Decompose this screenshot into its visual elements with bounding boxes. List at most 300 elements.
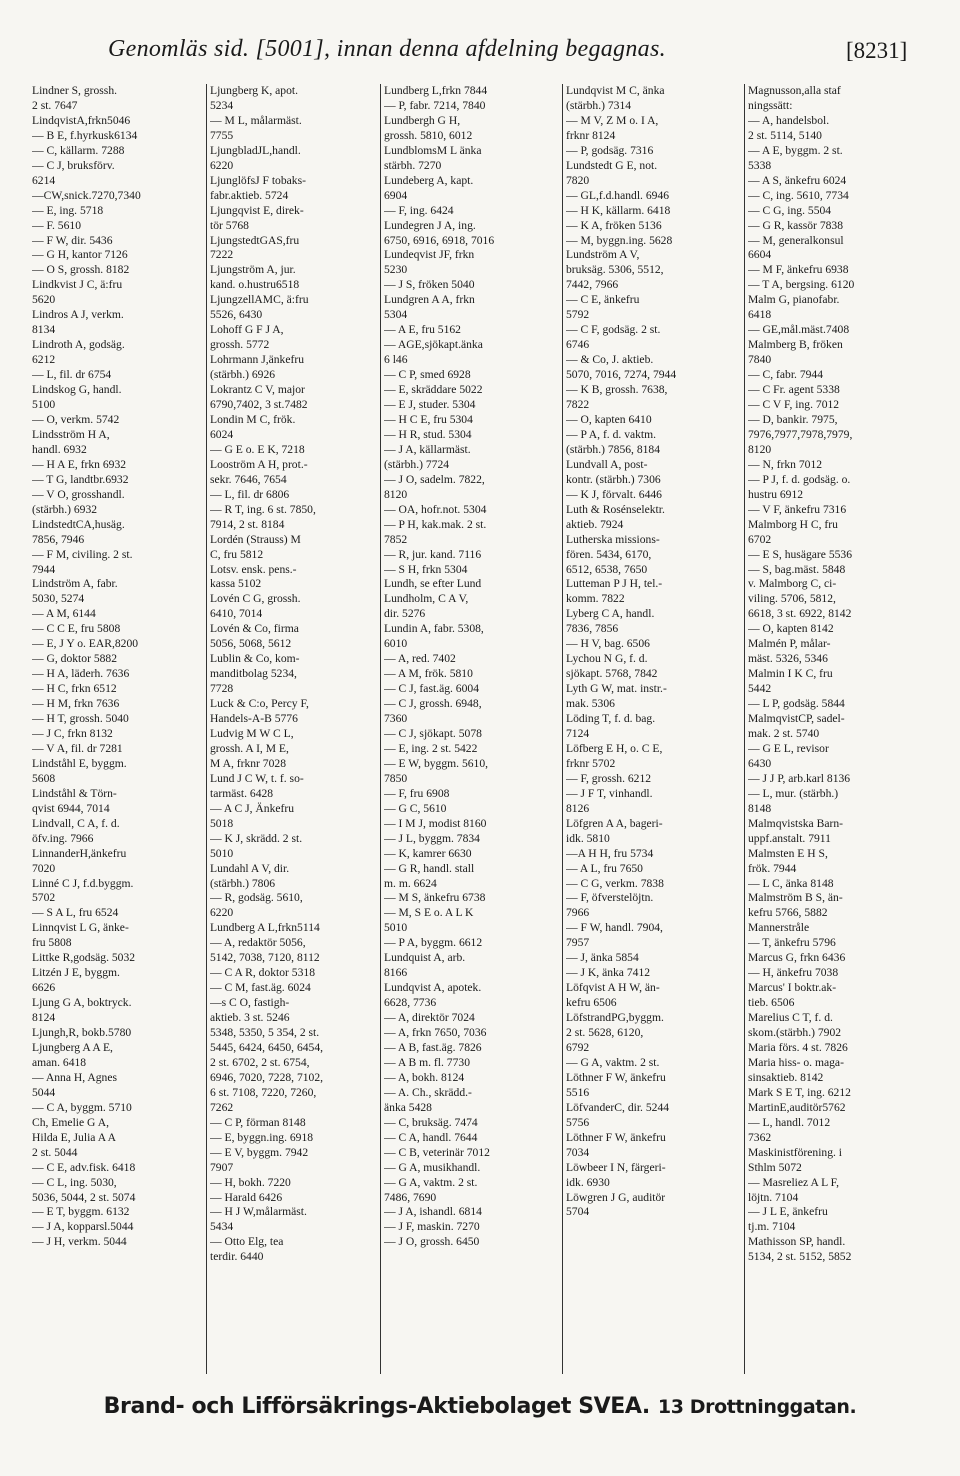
directory-entry: — E W, byggm. 5610, xyxy=(384,756,489,770)
directory-entry: — G E o. E K, 7218 xyxy=(210,442,305,456)
directory-entry: Hilda E, Julia A A xyxy=(32,1130,117,1144)
directory-entry: — G, doktor 5882 xyxy=(32,652,118,666)
directory-entry: Lyth G W, mat. instr.- xyxy=(566,682,667,696)
directory-entry: bruksäg. 5306, 5512, xyxy=(566,263,664,277)
directory-entry: 6904 xyxy=(384,188,408,202)
directory-entry: mak. 2 st. 5740 xyxy=(748,726,820,740)
directory-entry: Lindskog G, handl. xyxy=(32,383,122,397)
directory-entry: 6010 xyxy=(384,637,408,651)
directory-entry: — F, fru 6908 xyxy=(384,786,450,800)
directory-entry: — J F T, vinhandl. xyxy=(566,786,653,800)
directory-entry: 5702 xyxy=(32,891,56,905)
directory-entry: 7486, 7690 xyxy=(384,1190,437,1204)
directory-entry: Lovén C G, grossh. xyxy=(210,592,301,606)
directory-entry: — C J, grossh. 6948, xyxy=(384,697,482,711)
directory-entry: 5134, 2 st. 5152, 5852 xyxy=(748,1250,852,1264)
directory-entry: — J L E, änkefru xyxy=(748,1205,828,1219)
directory-entry: MartinE,auditör5762 xyxy=(748,1100,846,1114)
directory-entry: Linnqvist L G, änke- xyxy=(32,921,129,935)
directory-entry: Lundegren J A, ing. xyxy=(384,218,476,232)
directory-entry: fru 5808 xyxy=(32,936,72,950)
directory-entry: Lundqvist A, apotek. xyxy=(384,981,482,995)
directory-entry: — H J W,målarmäst. xyxy=(210,1205,307,1219)
directory-entry: — J H, verkm. 5044 xyxy=(32,1235,127,1249)
directory-entry: — A S, änkefru 6024 xyxy=(748,173,847,187)
directory-entry: — E, byggn.ing. 6918 xyxy=(210,1130,314,1144)
directory-entry: Magnusson,alla staf xyxy=(748,84,841,97)
directory-entry: 2 st. 5044 xyxy=(32,1145,78,1159)
page-number: [8231] xyxy=(846,38,908,63)
directory-entry: 6618, 3 st. 6922, 8142 xyxy=(748,607,852,621)
directory-entry: — P A, byggm. 6612 xyxy=(384,936,483,950)
directory-column-2 xyxy=(210,84,378,1374)
directory-entry: — H V, bag. 6506 xyxy=(566,637,650,651)
directory-entry: — H K, källarm. 6418 xyxy=(566,203,671,217)
directory-entry: 6604 xyxy=(748,248,772,262)
directory-entry: — C, ing. 5610, 7734 xyxy=(748,188,849,202)
directory-entry: — K B, grossh. 7638, xyxy=(566,383,668,397)
directory-entry: — C B, veterinär 7012 xyxy=(384,1145,490,1159)
directory-entry: — GE,mål.mäst.7408 xyxy=(748,323,850,337)
footer-advertisement xyxy=(0,1384,960,1444)
directory-entry: Marcus G, frkn 6436 xyxy=(748,951,846,965)
directory-entry: — C A R, doktor 5318 xyxy=(210,966,315,980)
directory-entry: Löfqvist A H W, än- xyxy=(566,981,660,995)
directory-entry: 6410, 7014 xyxy=(210,607,263,621)
directory-entry: kand. o.hustru6518 xyxy=(210,278,300,292)
directory-entry: — C P, förman 8148 xyxy=(210,1115,306,1129)
directory-entry: — E J, studer. 5304 xyxy=(384,398,476,412)
directory-entry: — V A, fil. dr 7281 xyxy=(32,741,123,755)
directory-entry: — Anna H, Agnes xyxy=(32,1070,118,1084)
directory-entry: 6212 xyxy=(32,353,56,367)
directory-entry: LundblomsM L änka xyxy=(384,143,482,157)
footer-company: Brand- och Lifförsäkrings-Aktiebolaget SVEA. xyxy=(103,1394,650,1419)
directory-entry: — H, änkefru 7038 xyxy=(748,966,839,980)
directory-entry: — C E, adv.fisk. 6418 xyxy=(32,1160,136,1174)
directory-entry: 2 st. 5628, 6120, xyxy=(566,1026,644,1040)
directory-entry: Malmin I K C, fru xyxy=(748,667,833,681)
directory-entry: — L P, godsäg. 5844 xyxy=(748,697,845,711)
directory-entry: viling. 5706, 5812, xyxy=(748,592,836,606)
directory-entry: — F W, dir. 5436 xyxy=(32,233,113,247)
directory-entry: — C F, godsäg. 2 st. xyxy=(566,323,661,337)
directory-entry: mak. 5306 xyxy=(566,697,615,711)
directory-entry: manditbolag 5234, xyxy=(210,667,297,681)
directory-entry: — P J, f. d. godsäg. o. xyxy=(748,472,851,486)
directory-column-3 xyxy=(384,84,560,1374)
directory-entry: — C A, byggm. 5710 xyxy=(32,1100,132,1114)
header-instruction: Genomläs sid. [5001], innan denna afdelning begagnas. xyxy=(108,36,666,62)
directory-entry: — A, red. 7402 xyxy=(384,652,456,666)
directory-entry: — V F, änkefru 7316 xyxy=(748,502,847,516)
directory-entry: terdir. 6440 xyxy=(210,1250,264,1264)
directory-entry: 5036, 5044, 2 st. 5074 xyxy=(32,1190,136,1204)
directory-entry: — G A, vaktm. 2 st. xyxy=(566,1055,660,1069)
directory-entry: — O S, grossh. 8182 xyxy=(32,263,130,277)
directory-columns xyxy=(32,84,948,1374)
directory-entry: kontr. (stärbh.) 7306 xyxy=(566,472,661,486)
directory-entry: Ljung G A, boktryck. xyxy=(32,996,132,1010)
directory-entry: — Otto Elg, tea xyxy=(210,1235,284,1249)
directory-entry: — C P, smed 6928 xyxy=(384,368,471,382)
directory-entry: — C E, änkefru xyxy=(566,293,640,307)
directory-entry: — C G, verkm. 7838 xyxy=(566,876,664,890)
directory-entry: — L, fil. dr 6806 xyxy=(210,487,290,501)
directory-entry: tieb. 6506 xyxy=(748,996,795,1010)
directory-entry: sekr. 7646, 7654 xyxy=(210,472,287,486)
directory-entry: 7907 xyxy=(210,1160,234,1174)
directory-entry: qvist 6944, 7014 xyxy=(32,801,110,815)
directory-entry: — R T, ing. 6 st. 7850, xyxy=(210,502,316,516)
directory-entry: 5434 xyxy=(210,1220,234,1234)
directory-entry: fören. 5434, 6170, xyxy=(566,547,652,561)
directory-entry: Lundvall A, post- xyxy=(566,457,648,471)
directory-entry: Mark S E T, ing. 6212 xyxy=(748,1085,851,1099)
directory-entry: Löfgren A A, bageri- xyxy=(566,816,663,830)
directory-entry: — A L, fru 7650 xyxy=(566,861,643,875)
directory-entry: — J A, källarmäst. xyxy=(384,442,471,456)
directory-entry: — K A, fröken 5136 xyxy=(566,218,662,232)
directory-entry: grossh. 5810, 6012 xyxy=(384,128,473,142)
directory-entry: LindstedtCA,husäg. xyxy=(32,517,125,531)
directory-entry: — C, källarm. 7288 xyxy=(32,143,125,157)
directory-entry: tör 5768 xyxy=(210,218,249,232)
directory-entry: — H C, frkn 6512 xyxy=(32,682,117,696)
directory-entry: 7755 xyxy=(210,128,234,142)
directory-entry: 6790,7402, 3 st.7482 xyxy=(210,398,308,412)
directory-entry: LjungstedtGAS,fru xyxy=(210,233,300,247)
directory-entry: löjtn. 7104 xyxy=(748,1190,799,1204)
directory-entry: — A M, 6144 xyxy=(32,607,96,621)
directory-column-4 xyxy=(566,84,742,1374)
directory-entry: — M, byggn.ing. 5628 xyxy=(566,233,673,247)
directory-entry: Löwgren J G, auditör xyxy=(566,1190,666,1204)
directory-entry: Ljungh,R, bokb.5780 xyxy=(32,1026,132,1040)
directory-entry: Lutteman P J H, tel.- xyxy=(566,577,663,591)
directory-entry: 6024 xyxy=(210,427,234,441)
directory-entry: Löthner F W, änkefru xyxy=(566,1130,666,1144)
directory-entry: Malm G, pianofabr. xyxy=(748,293,840,307)
directory-entry: 7124 xyxy=(566,726,590,740)
directory-entry: m. m. 6624 xyxy=(384,876,437,890)
directory-entry: — P, godsäg. 7316 xyxy=(566,143,654,157)
directory-entry: 5516 xyxy=(566,1085,590,1099)
directory-entry: — P A, f. d. vaktm. xyxy=(566,427,657,441)
directory-entry: idk. 6930 xyxy=(566,1175,610,1189)
page-header xyxy=(0,0,960,64)
directory-entry: 5608 xyxy=(32,771,56,785)
directory-entry: — A. Ch., skrädd.- xyxy=(384,1085,472,1099)
directory-entry: kefru 6506 xyxy=(566,996,617,1010)
directory-entry: 8148 xyxy=(748,801,772,815)
directory-entry: fabr.aktieb. 5724 xyxy=(210,188,289,202)
directory-entry: 8120 xyxy=(748,442,772,456)
directory-entry: — O, kapten 6410 xyxy=(566,412,652,426)
directory-entry: Lundström A V, xyxy=(566,248,640,262)
directory-entry: Ch, Emelie G A, xyxy=(32,1115,109,1129)
directory-entry: — P H, kak.mak. 2 st. xyxy=(384,517,487,531)
directory-entry: Lovén & Co, firma xyxy=(210,622,299,636)
directory-entry: — C G, ing. 5504 xyxy=(748,203,832,217)
directory-entry: stärbh. 7270 xyxy=(384,158,442,172)
directory-column-5 xyxy=(748,84,948,1374)
directory-entry: Malmén P, målar- xyxy=(748,637,831,651)
directory-entry: LinnanderH,änkefru xyxy=(32,846,127,860)
directory-entry: — AGE,sjökapt.änka xyxy=(384,338,483,352)
directory-entry: — M, S E o. A L K xyxy=(384,906,474,920)
directory-entry: Malmborg H C, fru xyxy=(748,517,838,531)
directory-entry: — O, verkm. 5742 xyxy=(32,412,120,426)
directory-entry: Lotsv. ensk. pens.- xyxy=(210,562,297,576)
column-divider xyxy=(562,84,563,1374)
directory-entry: frknr 5702 xyxy=(566,756,616,770)
directory-entry: 7262 xyxy=(210,1100,234,1114)
directory-entry: 5230 xyxy=(384,263,408,277)
directory-entry: aman. 6418 xyxy=(32,1055,87,1069)
directory-entry: Löthner F W, änkefru xyxy=(566,1070,666,1084)
directory-entry: 7856, 7946 xyxy=(32,532,85,546)
directory-entry: (stärbh.) 6932 xyxy=(32,502,98,516)
directory-entry: 5445, 6424, 6450, 6454, xyxy=(210,1041,324,1054)
directory-entry: Lohoff G F J A, xyxy=(210,323,284,337)
directory-entry: (stärbh.) 7314 xyxy=(566,98,632,112)
directory-entry: — E, skräddare 5022 xyxy=(384,383,483,397)
directory-entry: 6746 xyxy=(566,338,590,352)
directory-entry: — J A, kopparsl.5044 xyxy=(32,1220,134,1234)
directory-entry: Lundberg A L,frkn5114 xyxy=(210,921,320,935)
directory-entry: Litzén J E, byggm. xyxy=(32,966,120,980)
directory-entry: 5070, 7016, 7274, 7944 xyxy=(566,368,677,382)
directory-entry: — R, godsäg. 5610, xyxy=(210,891,303,905)
directory-entry: 5338 xyxy=(748,158,772,172)
directory-entry: — O, kapten 8142 xyxy=(748,622,834,636)
directory-entry: 2 st. 5114, 5140 xyxy=(748,128,822,142)
directory-entry: öfv.ing. 7966 xyxy=(32,831,94,845)
directory-entry: Ljungqvist E, direk- xyxy=(210,203,304,217)
directory-entry: — C, bruksäg. 7474 xyxy=(384,1115,478,1129)
directory-entry: — A E, fru 5162 xyxy=(384,323,461,337)
directory-entry: 6 st. 7108, 7220, 7260, xyxy=(210,1085,317,1099)
directory-entry: — K J, skrädd. 2 st. xyxy=(210,831,303,845)
directory-entry: — L, mur. (stärbh.) xyxy=(748,786,839,800)
directory-entry: sinsaktieb. 8142 xyxy=(748,1070,824,1084)
directory-entry: Malmström B S, än- xyxy=(748,891,843,905)
directory-entry: — G E L, revisor xyxy=(748,741,829,755)
directory-entry: skom.(stärbh.) 7902 xyxy=(748,1026,842,1040)
directory-entry: 6702 xyxy=(748,532,772,546)
column-divider xyxy=(380,84,381,1374)
directory-entry: (stärbh.) 7724 xyxy=(384,457,450,471)
directory-entry: — C L, ing. 5030, xyxy=(32,1175,117,1189)
directory-entry: 6 l46 xyxy=(384,353,408,367)
directory-entry: — J L, byggm. 7834 xyxy=(384,831,480,845)
directory-entry: — D, bankir. 7975, xyxy=(748,412,838,426)
directory-entry: — C V F, ing. 7012 xyxy=(748,398,840,412)
directory-entry: — A B m. fl. 7730 xyxy=(384,1055,470,1069)
directory-entry: 6214 xyxy=(32,173,56,187)
directory-entry: — G C, 5610 xyxy=(384,801,447,815)
directory-entry: LindqvistA,frkn5046 xyxy=(32,113,131,127)
directory-entry: Maria hiss- o. maga- xyxy=(748,1055,844,1069)
directory-entry: v. Malmborg C, ci- xyxy=(748,577,837,591)
directory-entry: Lindståhl E, byggm. xyxy=(32,756,127,770)
directory-entry: Lundqvist M C, änka xyxy=(566,84,665,97)
directory-entry: Malmberg B, fröken xyxy=(748,338,843,352)
directory-entry: Luck & C:o, Percy F, xyxy=(210,697,309,711)
directory-entry: 8124 xyxy=(32,1011,56,1025)
directory-entry: 7966 xyxy=(566,906,590,920)
directory-entry: — J C, frkn 8132 xyxy=(32,726,113,740)
directory-entry: 7822 xyxy=(566,398,590,412)
directory-entry: Mathisson SP, handl. xyxy=(748,1235,846,1249)
directory-entry: 2 st. 7647 xyxy=(32,98,78,112)
directory-entry: 5756 xyxy=(566,1115,590,1129)
directory-entry: Lundh, se efter Lund xyxy=(384,577,482,591)
directory-entry: änka 5428 xyxy=(384,1100,432,1114)
directory-entry: — R, jur. kand. 7116 xyxy=(384,547,482,561)
directory-entry: — J O, grossh. 6450 xyxy=(384,1235,480,1249)
directory-entry: 5010 xyxy=(210,846,234,860)
directory-entry: (stärbh.) 7856, 8184 xyxy=(566,442,661,456)
directory-entry: — J J P, arb.karl 8136 xyxy=(748,771,851,785)
directory-entry: 7852 xyxy=(384,532,408,546)
directory-entry: C, fru 5812 xyxy=(210,547,264,561)
directory-entry: (stärbh.) 6926 xyxy=(210,368,276,382)
directory-entry: 5030, 5274 xyxy=(32,592,85,606)
directory-entry: — F, ing. 6424 xyxy=(384,203,454,217)
directory-entry: — F, grossh. 6212 xyxy=(566,771,652,785)
directory-entry: — J K, änka 7412 xyxy=(566,966,651,980)
directory-entry: Lundbergh G H, xyxy=(384,113,461,127)
directory-entry: 7840 xyxy=(748,353,772,367)
directory-entry: — T A, bergsing. 6120 xyxy=(748,278,855,292)
directory-entry: aktieb. 3 st. 5246 xyxy=(210,1011,290,1025)
directory-entry: Lundberg L,frkn 7844 xyxy=(384,84,488,97)
directory-entry: — H A E, frkn 6932 xyxy=(32,457,127,471)
column-divider xyxy=(744,84,745,1374)
directory-entry: Marcus' I boktr.ak- xyxy=(748,981,837,995)
directory-entry: 7976,7977,7978,7979, xyxy=(748,427,853,441)
directory-entry: — C J, sjökapt. 5078 xyxy=(384,726,482,740)
directory-entry: Linné C J, f.d.byggm. xyxy=(32,876,134,890)
directory-entry: 7360 xyxy=(384,712,408,726)
directory-entry: Londin M C, frök. xyxy=(210,412,296,426)
directory-entry: grossh. 5772 xyxy=(210,338,270,352)
directory-entry: — P, fabr. 7214, 7840 xyxy=(384,98,486,112)
directory-entry: — GL,f.d.handl. 6946 xyxy=(566,188,670,202)
directory-entry: — H A, läderh. 7636 xyxy=(32,667,130,681)
directory-entry: — A M, frök. 5810 xyxy=(384,667,473,681)
footer-address: 13 Drottninggatan. xyxy=(657,1396,857,1418)
directory-entry: — N, frkn 7012 xyxy=(748,457,823,471)
directory-entry: —A H H, fru 5734 xyxy=(566,846,654,860)
directory-entry: Lindros A J, verkm. xyxy=(32,308,124,322)
directory-entry: mäst. 5326, 5346 xyxy=(748,652,828,666)
directory-entry: Lundeberg A, kapt. xyxy=(384,173,474,187)
directory-entry: uppf.anstalt. 7911 xyxy=(748,831,831,845)
directory-entry: 8126 xyxy=(566,801,590,815)
directory-entry: — M S, änkefru 6738 xyxy=(384,891,486,905)
directory-entry: Lundholm, C A V, xyxy=(384,592,469,606)
directory-entry: — V O, grosshandl. xyxy=(32,487,125,501)
directory-entry: Lindvall, C A, f. d. xyxy=(32,816,120,830)
directory-entry: — C Fr. agent 5338 xyxy=(748,383,840,397)
directory-entry: M A, frknr 7028 xyxy=(210,756,286,770)
directory-entry: — E, ing. 5718 xyxy=(32,203,104,217)
directory-entry: — A, direktör 7024 xyxy=(384,1011,475,1025)
directory-entry: 6628, 7736 xyxy=(384,996,437,1010)
directory-entry: — C J, bruksförv. xyxy=(32,158,115,172)
directory-entry: Lordén (Strauss) M xyxy=(210,532,301,546)
directory-entry: 7820 xyxy=(566,173,590,187)
directory-entry: Maskinistförening. i xyxy=(748,1145,843,1159)
directory-entry: Ljungberg A A E, xyxy=(32,1041,113,1054)
directory-entry: — E, J Y o. EAR,8200 xyxy=(32,637,139,651)
directory-entry: LöfstrandPG,byggm. xyxy=(566,1011,664,1025)
directory-entry: Littke R,godsäg. 5032 xyxy=(32,951,136,965)
directory-entry: 5142, 7038, 7120, 8112 xyxy=(210,951,320,965)
directory-entry: 7914, 2 st. 8184 xyxy=(210,517,285,531)
directory-entry: 6792 xyxy=(566,1041,590,1054)
directory-entry: tarmäst. 6428 xyxy=(210,786,274,800)
directory-entry: — J O, sadelm. 7822, xyxy=(384,472,485,486)
directory-entry: — C J, fast.äg. 6004 xyxy=(384,682,479,696)
directory-entry: — Harald 6426 xyxy=(210,1190,283,1204)
directory-entry: LjungzellAMC, ä:fru xyxy=(210,293,309,307)
directory-entry: — G A, musikhandl. xyxy=(384,1160,481,1174)
directory-entry: — E V, byggm. 7942 xyxy=(210,1145,309,1159)
directory-entry: 5348, 5350, 5 354, 2 st. xyxy=(210,1026,320,1040)
directory-entry: frknr 8124 xyxy=(566,128,616,142)
directory-entry: Lindner S, grossh. xyxy=(32,84,118,97)
directory-entry: 5018 xyxy=(210,816,234,830)
directory-entry: 6512, 6538, 7650 xyxy=(566,562,648,576)
directory-entry: Sthlm 5072 xyxy=(748,1160,802,1174)
directory-entry: tj.m. 7104 xyxy=(748,1220,796,1234)
directory-entry: Lindström A, fabr. xyxy=(32,577,118,591)
directory-entry: — F M, civiling. 2 st. xyxy=(32,547,133,561)
directory-entry: Lundeqvist JF, frkn xyxy=(384,248,475,262)
directory-entry: — OA, hofr.not. 5304 xyxy=(384,502,487,516)
directory-entry: — M F, änkefru 6938 xyxy=(748,263,849,277)
directory-entry: 8134 xyxy=(32,323,56,337)
directory-entry: — M V, Z M o. I A, xyxy=(566,113,659,127)
directory-entry: Lundgren A A, frkn xyxy=(384,293,475,307)
directory-entry: 8120 xyxy=(384,487,408,501)
directory-entry: LjungbladJL,handl. xyxy=(210,143,301,157)
directory-entry: 7034 xyxy=(566,1145,590,1159)
directory-entry: 5792 xyxy=(566,308,590,322)
directory-column-1 xyxy=(32,84,204,1374)
directory-entry: Lund J C W, t. f. so- xyxy=(210,771,304,785)
directory-entry: — L, handl. 7012 xyxy=(748,1115,831,1129)
directory-entry: — T G, landtbr.6932 xyxy=(32,472,129,486)
directory-entry: Lindsström H A, xyxy=(32,427,110,441)
directory-entry: Löwbeer I N, färgeri- xyxy=(566,1160,666,1174)
directory-entry: — J A, ishandl. 6814 xyxy=(384,1205,482,1219)
directory-entry: Lyberg C A, handl. xyxy=(566,607,655,621)
directory-entry: (stärbh.) 7806 xyxy=(210,876,276,890)
directory-entry: — I M J, modist 8160 xyxy=(384,816,487,830)
directory-entry: 5100 xyxy=(32,398,56,412)
directory-entry: MalmqvistCP, sadel- xyxy=(748,712,845,726)
directory-entry: Maria förs. 4 st. 7826 xyxy=(748,1041,848,1054)
directory-entry: — E T, byggm. 6132 xyxy=(32,1205,130,1219)
directory-entry: 5044 xyxy=(32,1085,56,1099)
directory-entry: — C C E, fru 5808 xyxy=(32,622,121,636)
directory-entry: ningssätt: xyxy=(748,98,793,112)
